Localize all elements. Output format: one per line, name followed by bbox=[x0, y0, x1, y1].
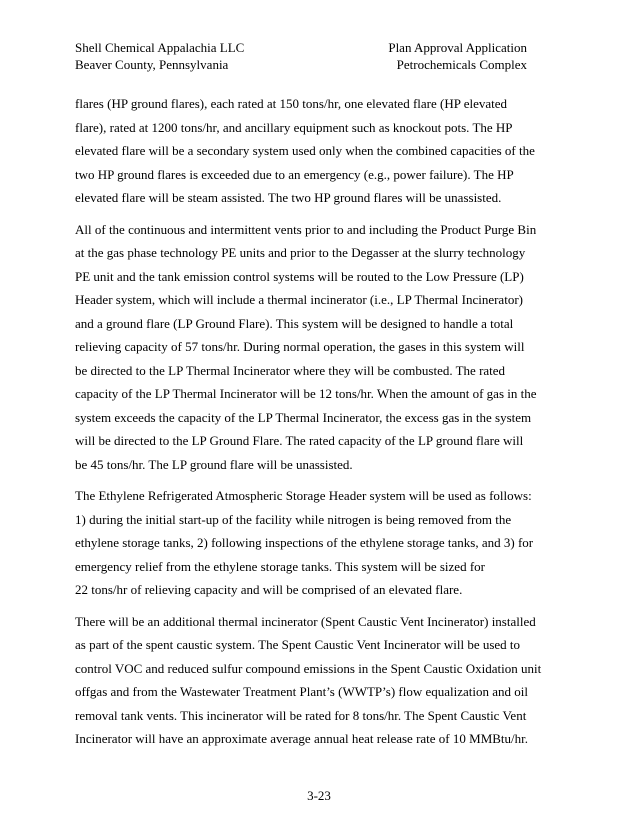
text-line: ethylene storage tanks, 2) following inspections of the ethylene storage tanks, and 3) for bbox=[75, 535, 534, 550]
text-line: elevated flare will be a secondary system used only when the combined capacities of the bbox=[75, 143, 535, 158]
header-right bbox=[388, 39, 527, 73]
text-line: All of the continuous and intermittent vents prior to and including the Product Purge Bin bbox=[75, 221, 537, 237]
header-project: Petrochemicals Complex bbox=[396, 57, 527, 72]
body-text bbox=[75, 92, 542, 759]
header-company: Shell Chemical Appalachia LLC bbox=[75, 40, 245, 55]
text-line: and a ground flare (LP Ground Flare). This system will be designed to handle a total bbox=[75, 315, 514, 331]
text-line: There will be an additional thermal incinerator (Spent Caustic Vent Incinerator) installed bbox=[75, 613, 536, 629]
text-line: flares (HP ground flares), each rated at 150 tons/hr, one elevated flare (HP elevated bbox=[75, 96, 508, 111]
page-footer bbox=[0, 787, 638, 804]
text-line: 1) during the initial start-up of the facility while nitrogen is being removed from the bbox=[75, 511, 512, 527]
text-line: The Ethylene Refrigerated Atmospheric Storage Header system will be used as follows: bbox=[75, 488, 532, 503]
text-line: flare), rated at 1200 tons/hr, and ancillary equipment such as knockout pots. The HP bbox=[75, 119, 513, 135]
text-line: PE unit and the tank emission control systems will be routed to the Low Pressure (LP) bbox=[75, 268, 524, 284]
paragraph bbox=[75, 484, 535, 602]
paragraph bbox=[75, 218, 535, 477]
text-line: 22 tons/hr of relieving capacity and will be comprised of an elevated flare. bbox=[75, 582, 463, 597]
text-line: two HP ground flares is exceeded due to an emergency (e.g., power failure). The HP bbox=[75, 166, 514, 182]
page-number: 3-23 bbox=[307, 788, 331, 803]
text-line: capacity of the LP Thermal Incinerator will be 12 tons/hr. When the amount of gas in the bbox=[75, 386, 537, 401]
text-line: be directed to the LP Thermal Incinerator where they will be combusted. The rated bbox=[75, 362, 506, 378]
text-line: control VOC and reduced sulfur compound emissions in the Spent Caustic Oxidation unit bbox=[75, 660, 542, 676]
text-line: offgas and from the Wastewater Treatment Plant’s (WWTP’s) flow equalization and oil bbox=[75, 684, 529, 699]
header-location: Beaver County, Pennsylvania bbox=[75, 57, 229, 72]
text-line: elevated flare will be steam assisted. The two HP ground flares will be unassisted. bbox=[75, 190, 502, 205]
text-line: relieving capacity of 57 tons/hr. During normal operation, the gases in this system will bbox=[75, 339, 525, 354]
text-line: will be directed to the LP Ground Flare. The rated capacity of the LP ground flare will bbox=[75, 433, 524, 448]
text-line: Header system, which will include a thermal incinerator (i.e., LP Thermal Incinerator) bbox=[75, 292, 523, 307]
text-line: removal tank vents. This incinerator will be rated for 8 tons/hr. The Spent Caustic Vent bbox=[75, 707, 527, 723]
text-line: as part of the spent caustic system. The Spent Caustic Vent Incinerator will be used to bbox=[75, 637, 521, 652]
text-line: emergency relief from the ethylene storage tanks. This system will be sized for bbox=[75, 558, 485, 574]
paragraph bbox=[75, 610, 542, 751]
text-line: system exceeds the capacity of the LP Thermal Incinerator, the excess gas in the system bbox=[75, 409, 532, 425]
header-left bbox=[75, 39, 244, 73]
header-document-title: Plan Approval Application bbox=[388, 40, 527, 55]
text-line: at the gas phase technology PE units and prior to the Degasser at the slurry technology bbox=[75, 245, 526, 260]
text-line: be 45 tons/hr. The LP ground flare will be unassisted. bbox=[75, 456, 353, 472]
paragraph bbox=[75, 92, 535, 210]
text-line: Incinerator will have an approximate average annual heat release rate of 10 MMBtu/hr. bbox=[75, 731, 529, 746]
